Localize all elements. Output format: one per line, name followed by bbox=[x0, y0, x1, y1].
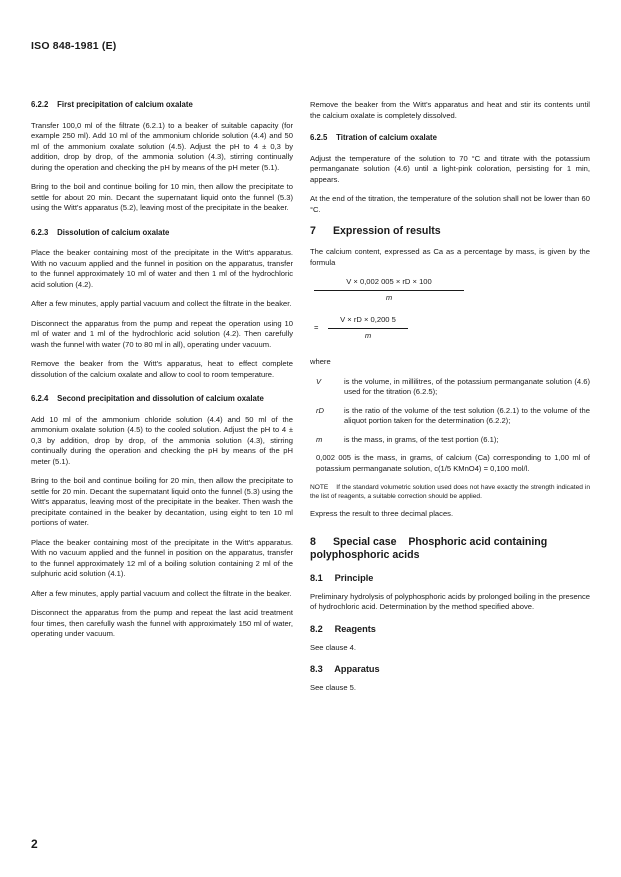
section-title: Reagents bbox=[334, 623, 376, 634]
section-number: 6.2.2 bbox=[31, 100, 49, 109]
section-heading-6-2-2 bbox=[31, 100, 293, 111]
paragraph: See clause 4. bbox=[310, 642, 357, 652]
where-label: where bbox=[310, 357, 331, 366]
left-column bbox=[31, 100, 293, 649]
definition-text: is the volume, in millilitres, of the potassium permanganate solution (4.6) used for the titration (6.2.5); bbox=[344, 376, 590, 396]
section-title: Titration of calcium oxalate bbox=[336, 133, 437, 142]
paragraph: Remove the beaker from the Witt's apparatus, heat to effect complete dissolution of the calcium oxalate and allow to cool to room temperature. bbox=[31, 359, 293, 379]
section-number: 8.1 bbox=[310, 572, 323, 583]
section-heading-6-2-5 bbox=[310, 133, 590, 144]
formula bbox=[310, 277, 590, 349]
section-heading-7 bbox=[310, 225, 590, 238]
definition-text: is the ratio of the volume of the test solution (6.2.1) to the volume of the aliquot portion taken for the determination (6.2.2); bbox=[344, 405, 590, 425]
definition-symbol: m bbox=[316, 434, 323, 444]
section-title: Dissolution of calcium oxalate bbox=[57, 227, 170, 237]
paragraph: At the end of the titration, the temperature of the solution shall not be lower than 60 °C. bbox=[310, 194, 590, 214]
formula-fraction-1 bbox=[314, 277, 464, 303]
paragraph: After a few minutes, apply partial vacuum and collect the filtrate in the beaker. bbox=[31, 588, 292, 598]
section-title: Expression of results bbox=[332, 225, 441, 237]
paragraph: Disconnect the apparatus from the pump and repeat the last acid treatment four times, then carefully wash the funnel with approximately 150 ml of water, operating under vacuum. bbox=[31, 608, 293, 638]
section-heading-8 bbox=[310, 536, 590, 562]
section-number: 6.2.4 bbox=[31, 394, 49, 403]
definition-symbol: V bbox=[316, 376, 322, 386]
section-heading-6-2-3 bbox=[31, 228, 293, 239]
section-number: 8.3 bbox=[310, 664, 323, 674]
paragraph: Bring to the boil and continue boiling for 20 min, then allow the precipitate to settle for 20 min. Decant the supernatant liquid onto the funnel (5.3) using the Witt's apparatus, leaving most of the precipitate in the beaker. Then wash the precipitate contained in the beaker by decantation, using eight to ten 10 ml portions of water. bbox=[31, 476, 293, 527]
section-heading-8-2 bbox=[310, 623, 590, 635]
equals-sign: = bbox=[314, 323, 319, 332]
paragraph: Transfer 100,0 ml of the filtrate (6.2.1) to a beaker of suitable capacity (for example 250 ml). Add 10 ml of the ammonium chloride solution (4.4) and 50 ml of the ammonium oxalate solution (4.5). Adjust the pH to 4 ± 0,3 by addition, drop by drop, of the ammonia solution (4.3), stirring continually during the operation and checking the pH by means of the pH meter (5.1). bbox=[31, 120, 293, 172]
definition-symbol: rD bbox=[316, 405, 325, 415]
formula-fraction-2 bbox=[328, 315, 408, 341]
definition-constant: 0,002 005 is the mass, in grams, of calcium (Ca) corresponding to 1,00 ml of potassium permanganate solution, c(1/5 KMnO4) = 0,100 mol/l. bbox=[316, 453, 590, 473]
section-title: Principle bbox=[334, 572, 374, 583]
section-number: 7 bbox=[310, 225, 316, 237]
paragraph: Disconnect the apparatus from the pump and repeat the operation using 10 ml of water and 1 ml of the hydrochloric acid solution (4.2). Then carefully wash the funnel with water (70 to 80 ml in all), operating under vacuum. bbox=[31, 318, 293, 349]
page-number: 2 bbox=[31, 837, 38, 851]
document-header: ISO 848-1981 (E) bbox=[31, 40, 117, 52]
section-heading-8-1 bbox=[310, 572, 590, 584]
definition-item bbox=[310, 377, 590, 398]
section-heading-8-3 bbox=[310, 663, 590, 675]
paragraph: Place the beaker containing most of the precipitate in the Witt's apparatus. With no vacuum applied and the funnel in position on the apparatus, transfer to the funnel approximately 12 ml of a boiling solution containing 2 ml of the sulphuric acid solution (4.1). bbox=[31, 537, 293, 578]
section-number: 8.2 bbox=[310, 623, 323, 634]
paragraph: Add 10 ml of the ammonium chloride solution (4.4) and 50 ml of the ammonium oxalate solution (4.5) to the cooled solution. Adjust the pH to 4 ± 0,3 by addition, drop by drop, of the ammonia solution (4.3), stirring continually during the operation and checking the pH by means of the pH meter (5.1). bbox=[31, 414, 293, 466]
section-title-a: Special case bbox=[332, 535, 397, 548]
formula-numerator: V × rD × 0,200 5 bbox=[328, 315, 408, 329]
note-text: If the standard volumetric solution used does not have exactly the strength indicated in the list of reagents, a suitable correction should be applied. bbox=[310, 484, 590, 500]
formula-numerator: V × 0,002 005 × rD × 100 bbox=[314, 277, 464, 291]
definition-item bbox=[310, 406, 590, 427]
paragraph: Remove the beaker from the Witt's apparatus and heat and stir its contents until the calcium oxalate is completely dissolved. bbox=[310, 100, 590, 120]
paragraph: Place the beaker containing most of the precipitate in the Witt's apparatus. With no vacuum applied and the funnel in position on the apparatus, transfer to the funnel approximately 10 ml of water and then 1 ml of the hydrochloric acid solution (4.2). bbox=[31, 248, 293, 289]
section-title: Second precipitation and dissolution of calcium oxalate bbox=[57, 394, 264, 403]
definition-text: is the mass, in grams, of the test portion (6.1); bbox=[344, 434, 499, 444]
section-title: Apparatus bbox=[334, 664, 380, 674]
paragraph: Bring to the boil and continue boiling for 10 min, then allow the precipitate to settle for about 20 min. Decant the supernatant liquid onto the funnel (5.3) using the Witt's apparatus (5.2), leaving most of the precipitate in the beaker. bbox=[31, 182, 293, 212]
section-heading-6-2-4 bbox=[31, 394, 293, 405]
formula-denominator: m bbox=[364, 330, 372, 340]
note bbox=[310, 483, 590, 501]
paragraph: Express the result to three decimal places. bbox=[310, 509, 454, 518]
paragraph: After a few minutes, apply partial vacuum and collect the filtrate in the beaker. bbox=[31, 299, 292, 308]
right-column bbox=[310, 100, 590, 703]
section-number: 6.2.5 bbox=[310, 133, 328, 142]
note-label: NOTE bbox=[310, 484, 329, 491]
definition-item bbox=[310, 435, 590, 446]
section-number: 6.2.3 bbox=[31, 227, 49, 237]
formula-denominator: m bbox=[385, 292, 393, 302]
section-title: First precipitation of calcium oxalate bbox=[57, 100, 193, 109]
paragraph: The calcium content, expressed as Ca as a percentage by mass, is given by the formula bbox=[310, 247, 590, 267]
section-number: 8 bbox=[310, 535, 316, 548]
paragraph: Preliminary hydrolysis of polyphosphoric acids by prolonged boiling in the presence of hydrochloric acid. Determination by the method specified above. bbox=[310, 591, 590, 611]
paragraph: See clause 5. bbox=[310, 683, 357, 692]
section-title-b: Phosphoric acid containing polyphosphoric acids bbox=[310, 535, 548, 561]
paragraph: Adjust the temperature of the solution to 70 °C and titrate with the potassium permanganate solution (4.6) until a light-pink coloration, persisting for 1 min, appears. bbox=[310, 153, 590, 184]
